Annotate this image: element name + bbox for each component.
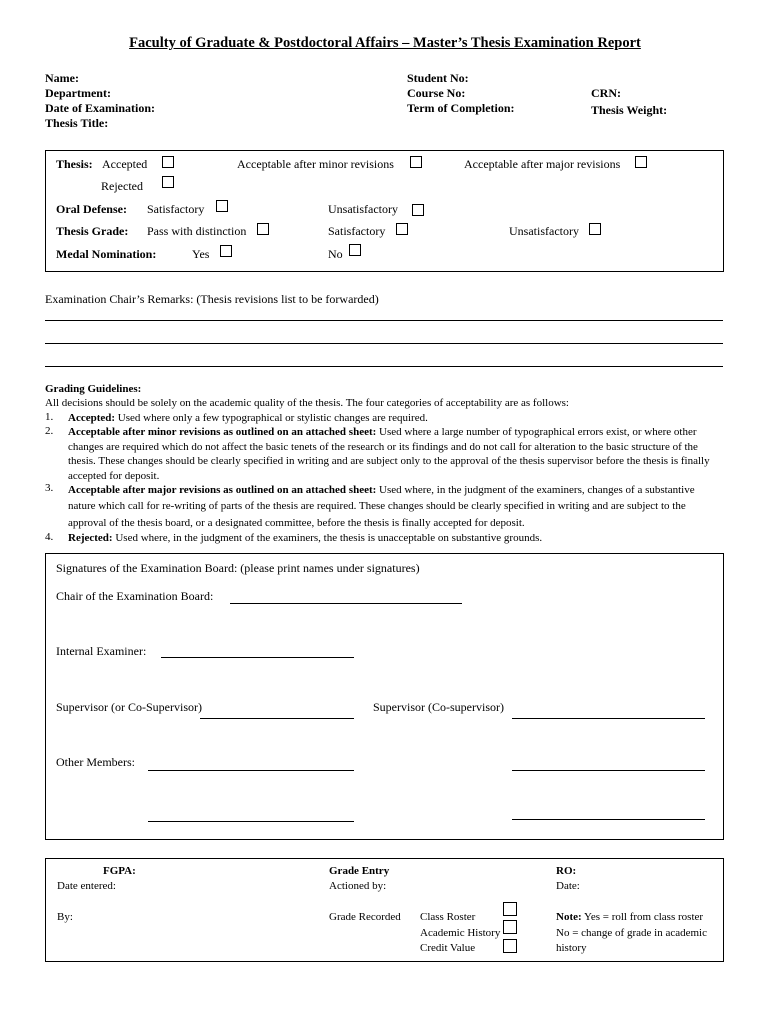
actioned-by-label: Actioned by: [329, 880, 387, 892]
other-member-line-2[interactable] [512, 770, 705, 771]
medal-no-checkbox[interactable] [349, 244, 361, 256]
guideline-1-number: 1. [45, 411, 54, 423]
course-no-label: Course No: [407, 86, 466, 100]
acceptable-major-checkbox[interactable] [635, 156, 647, 168]
chair-label: Chair of the Examination Board: [56, 589, 214, 603]
guideline-3-text: Used where, in the judgment of the examiners, changes of a substantive nature which call for re-writing of parts of the thesis are required. These changes should be clearly specified in writing and are subject to the approval of the thesis board, or a designated committee, before the thesis is finally accepted for deposit. [68, 484, 695, 529]
grade-satisfactory-checkbox[interactable] [396, 223, 408, 235]
other-members-label: Other Members: [56, 755, 135, 769]
credit-value-checkbox[interactable] [503, 939, 517, 953]
guideline-4-number: 4. [45, 531, 54, 543]
guideline-2-number: 2. [45, 425, 54, 437]
other-member-line-1[interactable] [148, 770, 354, 771]
student-no-label: Student No: [407, 71, 469, 85]
guideline-4 [68, 531, 718, 546]
supervisor-right-label: Supervisor (Co-supervisor) [373, 700, 504, 714]
supervisor-left-signature-line[interactable] [200, 718, 354, 719]
date-entered-label: Date entered: [57, 880, 116, 892]
grade-recorded-label: Grade Recorded [329, 911, 401, 923]
guideline-3-number: 3. [45, 482, 54, 494]
thesis-grade-label: Thesis Grade: [56, 224, 129, 238]
acceptable-major-label: Acceptable after major revisions [464, 157, 621, 171]
supervisor-left-label: Supervisor (or Co-Supervisor) [56, 700, 202, 714]
remarks-line-2[interactable] [45, 343, 723, 344]
note-no: No = change of grade in academic [556, 927, 707, 939]
ro-label: RO: [556, 865, 577, 877]
by-label: By: [57, 911, 73, 923]
acceptable-minor-label: Acceptable after minor revisions [237, 157, 394, 171]
class-roster-checkbox[interactable] [503, 902, 517, 916]
department-label: Department: [45, 86, 111, 100]
rejected-label: Rejected [101, 179, 143, 193]
grade-unsatisfactory-checkbox[interactable] [589, 223, 601, 235]
internal-examiner-signature-line[interactable] [161, 657, 354, 658]
academic-history-label: Academic History [420, 927, 501, 939]
oral-unsatisfactory-label: Unsatisfactory [328, 202, 398, 216]
guidelines-heading: Grading Guidelines: [45, 383, 142, 395]
guideline-2-term: Acceptable after minor revisions as outlined on an attached sheet: [68, 426, 377, 438]
guideline-3-term: Acceptable after major revisions as outlined on an attached sheet: [68, 484, 377, 496]
note-yes [556, 911, 703, 923]
guideline-4-text: Used where, in the judgment of the examiners, the thesis is unacceptable on substantive grounds. [112, 532, 543, 544]
guideline-4-term: Rejected: [68, 532, 113, 544]
chair-signature-line[interactable] [230, 603, 462, 604]
guideline-3 [68, 482, 718, 531]
grade-distinction-checkbox[interactable] [257, 223, 269, 235]
fgpa-label: FGPA: [103, 865, 136, 877]
other-member-line-4[interactable] [512, 819, 705, 820]
grade-entry-label: Grade Entry [329, 865, 390, 877]
grade-satisfactory-label: Satisfactory [328, 224, 386, 238]
oral-satisfactory-label: Satisfactory [147, 202, 205, 216]
rejected-checkbox[interactable] [162, 176, 174, 188]
guideline-1-term: Accepted: [68, 412, 116, 424]
oral-unsatisfactory-checkbox[interactable] [412, 204, 424, 216]
thesis-label: Thesis: [56, 157, 93, 171]
name-label: Name: [45, 71, 79, 85]
date-of-examination-label: Date of Examination: [45, 101, 155, 115]
thesis-weight-label: Thesis Weight: [591, 103, 668, 117]
accepted-label: Accepted [102, 157, 148, 171]
acceptable-minor-checkbox[interactable] [410, 156, 422, 168]
ro-date-label: Date: [556, 880, 580, 892]
guideline-2-text: Used where a large number of typographical errors exist, or where other changes are required which do not affect the basic tenets of the research or its findings and do not call for alteration to the basic structure of the thesis. These changes should be clearly specified in writing and are subject only to the approval of the thesis supervisor before the thesis is finally accepted for deposit. [68, 426, 710, 482]
oral-satisfactory-checkbox[interactable] [216, 200, 228, 212]
grade-unsatisfactory-label: Unsatisfactory [509, 224, 579, 238]
thesis-title-label: Thesis Title: [45, 116, 109, 130]
note-yes-text: Yes = roll from class roster [581, 911, 704, 923]
signatures-heading: Signatures of the Examination Board: (please print names under signatures) [56, 561, 420, 575]
remarks-line-3[interactable] [45, 366, 723, 367]
page-title: Faculty of Graduate & Postdoctoral Affairs – Master’s Thesis Examination Report [129, 35, 641, 51]
guideline-1 [68, 411, 718, 426]
accepted-checkbox[interactable] [162, 156, 174, 168]
supervisor-right-signature-line[interactable] [512, 718, 705, 719]
medal-no-label: No [328, 247, 343, 261]
internal-examiner-label: Internal Examiner: [56, 644, 147, 658]
medal-yes-label: Yes [192, 247, 210, 261]
guideline-1-text: Used where only a few typographical or stylistic changes are required. [115, 412, 428, 424]
medal-nomination-label: Medal Nomination: [56, 247, 157, 261]
term-of-completion-label: Term of Completion: [407, 101, 515, 115]
remarks-line-1[interactable] [45, 320, 723, 321]
guidelines-intro: All decisions should be solely on the academic quality of the thesis. The four categories of acceptability are as follows: [45, 397, 569, 409]
oral-defense-label: Oral Defense: [56, 202, 127, 216]
note-label: Note: [556, 911, 582, 923]
other-member-line-3[interactable] [148, 821, 354, 822]
academic-history-checkbox[interactable] [503, 920, 517, 934]
class-roster-label: Class Roster [420, 911, 476, 923]
medal-yes-checkbox[interactable] [220, 245, 232, 257]
crn-label: CRN: [591, 86, 621, 100]
note-history: history [556, 942, 587, 954]
remarks-label: Examination Chair’s Remarks: (Thesis revisions list to be forwarded) [45, 292, 379, 306]
grade-distinction-label: Pass with distinction [147, 224, 247, 238]
credit-value-label: Credit Value [420, 942, 476, 954]
guideline-2 [68, 425, 718, 483]
